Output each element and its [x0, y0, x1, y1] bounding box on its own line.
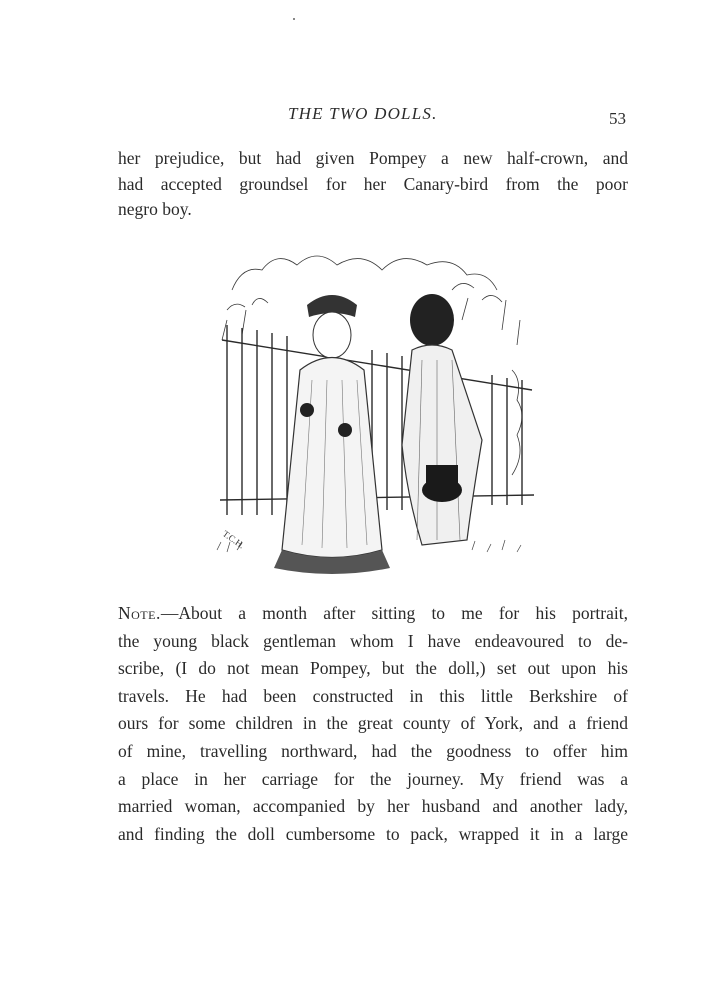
note-lead: Note.	[118, 603, 161, 623]
paper-speck	[293, 18, 295, 20]
running-title: THE TWO DOLLS.	[288, 104, 438, 123]
text-line: a place in her carriage for the journey. My friend was a	[118, 768, 628, 789]
page-number: 53	[609, 109, 626, 128]
engraving-illustration	[212, 250, 542, 580]
text-line: scribe, (I do not mean Pompey, but the doll,) set out upon his	[118, 658, 628, 679]
note-paragraph	[118, 600, 628, 848]
note-line-0: —About a month after sitting to me for his portrait,	[160, 603, 628, 623]
text-line: married woman, accompanied by her husband and another lady,	[118, 796, 628, 817]
text-line	[118, 600, 628, 628]
text-line: ours for some children in the great county of York, and a friend	[118, 713, 628, 734]
paragraph-top	[118, 146, 628, 223]
text-line: and finding the doll cumbersome to pack, wrapped it in a large	[118, 823, 628, 844]
artist-signature: T.C.H.	[220, 528, 247, 551]
text-line: her prejudice, but had given Pompey a new half-crown, and	[118, 148, 628, 168]
text-line: had accepted groundsel for her Canary-bird from the poor	[118, 173, 628, 194]
text-line: of mine, travelling northward, had the goodness to offer him	[118, 740, 628, 761]
text-line: negro boy.	[118, 199, 192, 219]
text-line: the young black gentleman whom I have endeavoured to de-	[118, 630, 628, 651]
text-line: travels. He had been constructed in this little Berkshire of	[118, 685, 628, 706]
fence	[220, 325, 534, 515]
page-header	[118, 104, 628, 132]
boy-figure	[402, 294, 482, 545]
